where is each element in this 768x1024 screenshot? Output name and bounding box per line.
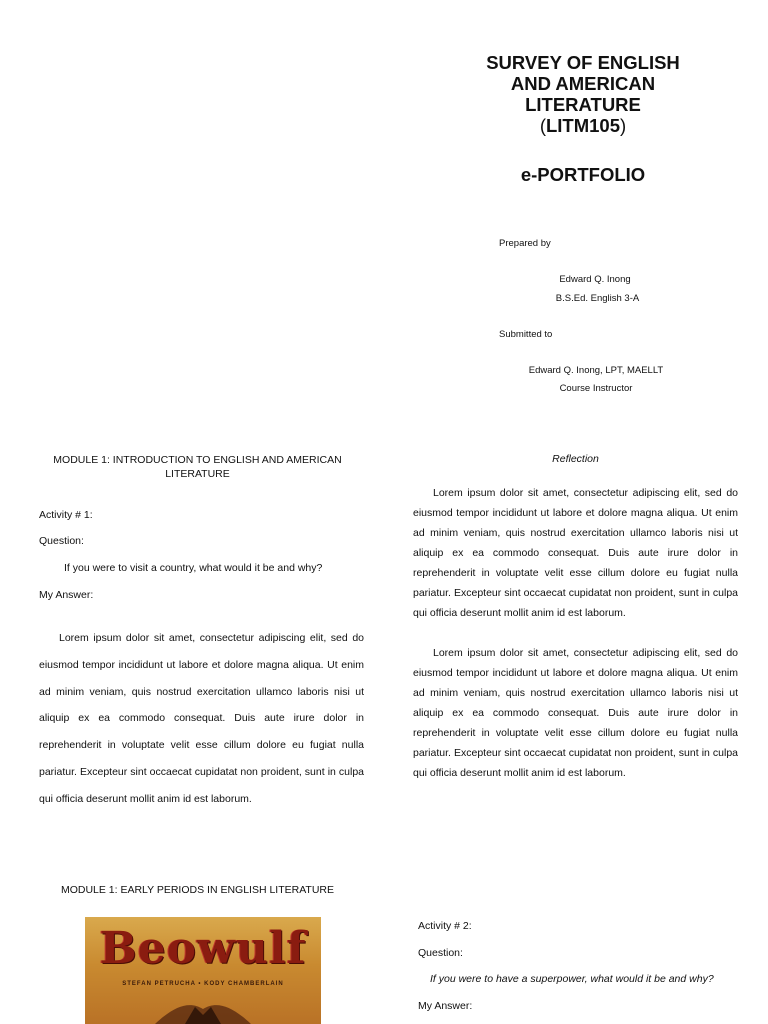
portfolio-title [440,52,726,136]
activity2-question-text: If you were to have a superpower, what would it be and why? [430,973,714,985]
activity1-answer-text: Lorem ipsum dolor sit amet, consectetur adipiscing elit, sed do eiusmod tempor incididunt ut labore et dolore magna aliqua. Ut enim ad minim veniam, quis nostrud exercitation ullamco laboris nisi ut aliquip ex ea commodo consequat. Duis aute irure dolor in reprehenderit in voluptate velit esse cillum dolore eu fugiat nulla pariatur. Excepteur sint occaecat cupidatat non proident, sunt in culpa qui officia deserunt mollit anim id est laborum. [39,632,364,805]
student-name: Edward Q. Inong [559,274,631,285]
book-cover-subtitle: STEFAN PETRUCHA • KODY CHAMBERLAIN [122,981,284,987]
activity2-label: Activity # 2: [418,920,472,932]
activity1-question-label: Question: [39,535,84,547]
module1-heading-line2: LITERATURE [165,468,230,480]
instructor-role: Course Instructor [559,383,633,394]
student-section: B.S.Ed. English 3-A [555,293,640,304]
activity1-question-text: If you were to visit a country, what would it be and why? [64,562,323,574]
activity2-answer-label: My Answer: [418,1000,473,1012]
reflection-heading: Reflection [552,453,599,465]
module1-heading [30,453,365,481]
beowulf-book-cover [85,917,321,1024]
course-code: LITM105 [545,115,621,136]
title-line-3: LITERATURE [525,94,641,115]
submitted-to-label: Submitted to [499,329,553,340]
title-line-2: AND AMERICAN [510,73,656,94]
course-code-open: ( [539,115,546,136]
activity1-answer-label: My Answer: [39,589,94,601]
course-code-line [440,115,726,136]
reflection-paragraph-2: Lorem ipsum dolor sit amet, consectetur adipiscing elit, sed do eiusmod tempor incididunt ut labore et dolore magna aliqua. Ut enim ad minim veniam, quis nostrud exercitation ullamco laboris nisi ut aliquip ex ea commodo consequat. Duis aute irure dolor in reprehenderit in voluptate velit esse cillum dolore eu fugiat nulla pariatur. Excepteur sint occaecat cupidatat non proident, sunt in culpa qui officia deserunt mollit anim id est laborum. [413,647,738,779]
activity1-label: Activity # 1: [39,509,93,521]
book-cover-title: Beowulf [99,923,307,974]
course-code-close: ) [620,115,627,136]
portfolio-label: e-PORTFOLIO [520,164,646,185]
title-line-1: SURVEY OF ENGLISH [486,52,680,73]
reflection-paragraph-1: Lorem ipsum dolor sit amet, consectetur adipiscing elit, sed do eiusmod tempor incididunt ut labore et dolore magna aliqua. Ut enim ad minim veniam, quis nostrud exercitation ullamco laboris nisi ut aliquip ex ea commodo consequat. Duis aute irure dolor in reprehenderit in voluptate velit esse cillum dolore eu fugiat nulla pariatur. Excepteur sint occaecat cupidatat non proident, sunt in culpa qui officia deserunt mollit anim id est laborum. [413,487,738,619]
prepared-by-label: Prepared by [499,238,551,249]
module2-heading: MODULE 1: EARLY PERIODS IN ENGLISH LITERATURE [60,884,335,896]
book-cover-art [85,917,321,1024]
activity2-question-label: Question: [418,947,463,959]
instructor-name: Edward Q. Inong, LPT, MAELLT [528,365,664,376]
module1-heading-line1: MODULE 1: INTRODUCTION TO ENGLISH AND AMERICAN [53,454,342,466]
